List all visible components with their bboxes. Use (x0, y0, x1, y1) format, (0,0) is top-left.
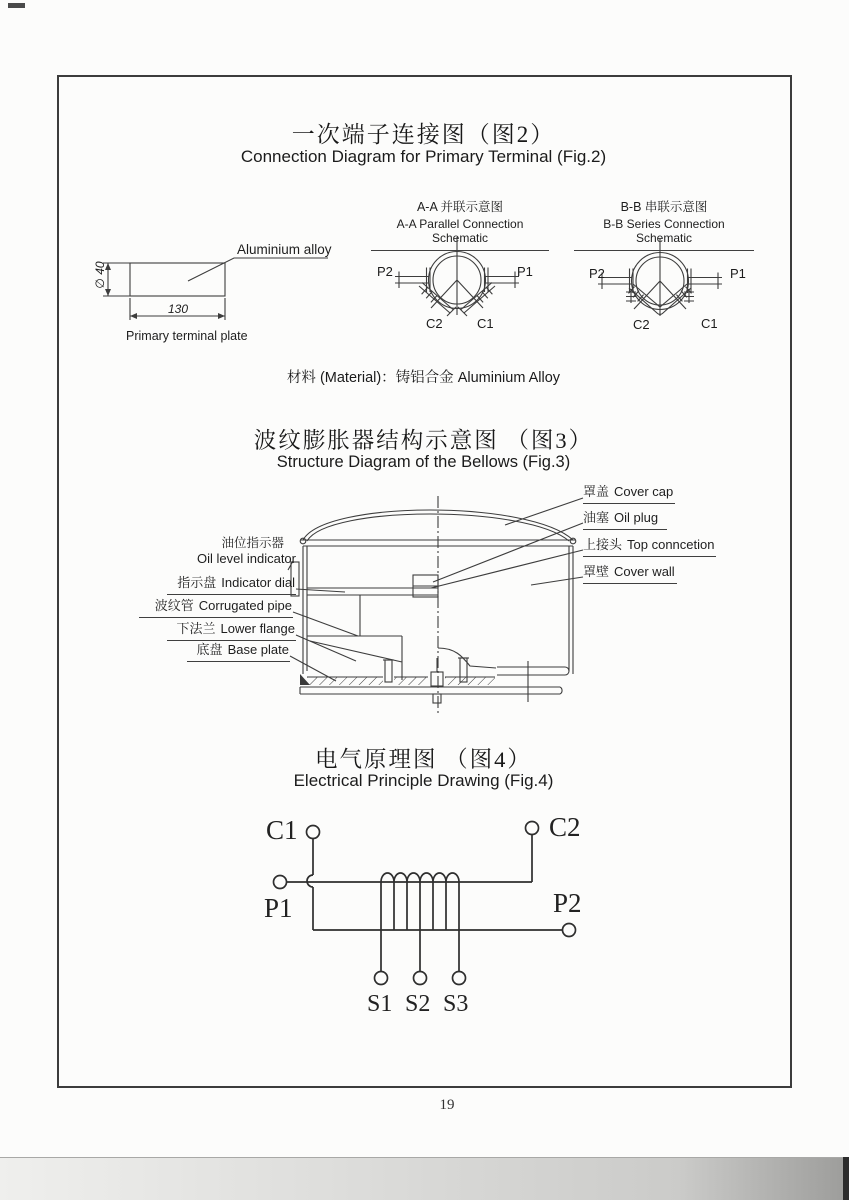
parallel-terminal-c2: C2 (426, 316, 443, 331)
label-top-connection (583, 534, 716, 557)
plate-dim-diameter: ∅ 40 (93, 261, 107, 289)
oil-plug-en: Oil plug (614, 510, 659, 525)
label-lower-flange (167, 618, 296, 641)
terminal-c1: C1 (266, 815, 298, 845)
material-note: 材料 (Material)：铸铝合金 Aluminium Alloy (286, 370, 561, 386)
series-header-en: B-B Series Connection Schematic (603, 217, 725, 245)
base-plate-cn: 底盘 (196, 642, 223, 657)
label-cover-wall (583, 561, 677, 584)
parallel-terminal-p1: P1 (517, 264, 533, 279)
parallel-terminal-c1: C1 (477, 316, 494, 331)
cover-cap-cn: 罩盖 (583, 484, 610, 499)
terminal-s3: S3 (443, 991, 469, 1017)
top-connection-en: Top conncetion (627, 537, 715, 552)
series-terminal-p2: P2 (589, 266, 605, 281)
series-header-cn: B-B 串联示意图 (620, 200, 708, 214)
plate-caption: Primary terminal plate (126, 329, 248, 343)
indicator-dial-cn: 指示盘 (177, 575, 217, 590)
parallel-header-cn: A-A 并联示意图 (416, 200, 504, 214)
parallel-header-en: A-A Parallel Connection Schematic (396, 217, 524, 245)
lower-flange-cn: 下法兰 (176, 621, 216, 636)
label-oil-plug (583, 507, 667, 530)
terminal-c2: C2 (549, 812, 581, 842)
parallel-terminal-p2: P2 (377, 264, 393, 279)
series-terminal-p1: P1 (730, 266, 746, 281)
plate-material-callout: Aluminium alloy (237, 242, 332, 257)
series-terminal-c1: C1 (701, 316, 718, 331)
scan-right-edge (843, 1157, 849, 1200)
terminal-p1: P1 (264, 893, 293, 923)
scan-artifact-top-left (8, 3, 25, 8)
oil-plug-cn: 油塞 (583, 510, 610, 525)
base-plate-en: Base plate (227, 642, 289, 657)
label-oil-level-indicator (192, 536, 296, 566)
cover-wall-en: Cover wall (614, 564, 675, 579)
terminal-s2: S2 (405, 991, 431, 1017)
label-corrugated-pipe (139, 595, 293, 618)
indicator-dial-en: Indicator dial (221, 575, 295, 590)
fig3-title-en: Structure Diagram of the Bellows (Fig.3) (276, 453, 571, 471)
top-connection-cn: 上接头 (583, 537, 623, 552)
cover-wall-cn: 罩壁 (583, 564, 610, 579)
label-indicator-dial (167, 572, 296, 595)
corrugated-pipe-cn: 波纹管 (154, 598, 194, 613)
terminal-p2: P2 (553, 888, 582, 918)
label-cover-cap (583, 481, 675, 504)
cover-cap-en: Cover cap (614, 484, 674, 499)
oil-level-cn: 油位指示器 (221, 536, 284, 550)
terminal-s1: S1 (367, 991, 393, 1017)
corrugated-pipe-en: Corrugated pipe (198, 598, 292, 613)
fig4-title-en: Electrical Principle Drawing (Fig.4) (293, 771, 554, 790)
parallel-schematic-drawing (390, 236, 530, 331)
oil-level-en: Oil level indicator (197, 551, 296, 566)
fig2-title-cn: 一次端子连接图（图2） (291, 122, 556, 147)
fig3-title-cn: 波纹膨胀器结构示意图 （图3） (253, 428, 594, 453)
plate-dim-length: 130 (167, 302, 189, 316)
lower-flange-en: Lower flange (220, 621, 295, 636)
fig4-title-cn: 电气原理图 （图4） (315, 747, 532, 772)
series-terminal-c2: C2 (633, 317, 650, 332)
label-base-plate (187, 639, 290, 662)
fig2-title-en: Connection Diagram for Primary Terminal (Fig.2) (240, 147, 607, 166)
scan-bottom-shadow (0, 1157, 849, 1200)
page-number: 19 (439, 1097, 455, 1113)
electrical-schematic-drawing (255, 805, 585, 1015)
